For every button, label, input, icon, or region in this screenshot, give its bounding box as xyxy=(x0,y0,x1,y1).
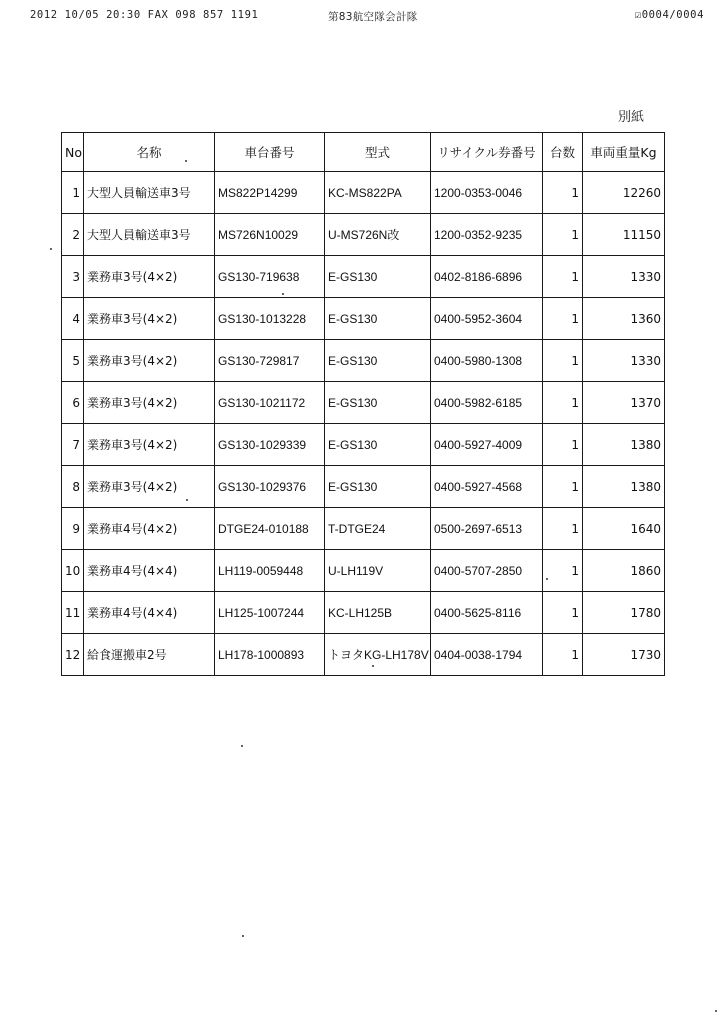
header-weight: 車両重量Kg xyxy=(583,133,665,172)
vehicle-name: 大型人員輸送車3号 xyxy=(84,214,215,256)
fax-transmission-info: 2012 10/05 20:30 FAX 098 857 1191 xyxy=(30,9,259,21)
vehicle-name: 業務車3号(4×2) xyxy=(84,424,215,466)
recycle-ticket-number: 0400-5625-8116 xyxy=(431,592,543,634)
vehicle-count: 1 xyxy=(543,508,583,550)
table-row xyxy=(62,172,665,214)
model-code: T-DTGE24 xyxy=(325,508,431,550)
vehicle-count: 1 xyxy=(543,592,583,634)
vehicle-count: 1 xyxy=(543,466,583,508)
scan-speck xyxy=(282,293,284,295)
scan-speck xyxy=(715,1010,717,1012)
vehicle-count: 1 xyxy=(543,256,583,298)
vehicle-name: 業務車3号(4×2) xyxy=(84,256,215,298)
chassis-number: MS726N10029 xyxy=(215,214,325,256)
row-number: 5 xyxy=(62,340,84,382)
table-row xyxy=(62,592,665,634)
chassis-number: GS130-1029339 xyxy=(215,424,325,466)
row-number: 2 xyxy=(62,214,84,256)
scan-speck xyxy=(546,578,548,580)
header-chassis-number: 車台番号 xyxy=(215,133,325,172)
table-row xyxy=(62,634,665,676)
table-row xyxy=(62,298,665,340)
row-number: 12 xyxy=(62,634,84,676)
vehicle-weight: 1330 xyxy=(583,256,665,298)
scan-speck xyxy=(241,745,243,747)
table-header-row xyxy=(62,133,665,172)
header-name: 名称 xyxy=(84,133,215,172)
recycle-ticket-number: 0402-8186-6896 xyxy=(431,256,543,298)
attachment-label: 別紙 xyxy=(618,110,645,125)
vehicle-name: 業務車3号(4×2) xyxy=(84,298,215,340)
vehicle-count: 1 xyxy=(543,340,583,382)
vehicle-weight: 1330 xyxy=(583,340,665,382)
table-body xyxy=(62,172,665,676)
vehicle-count: 1 xyxy=(543,634,583,676)
header-count: 台数 xyxy=(543,133,583,172)
vehicle-weight: 11150 xyxy=(583,214,665,256)
scan-speck xyxy=(50,248,52,250)
vehicle-weight: 1360 xyxy=(583,298,665,340)
row-number: 4 xyxy=(62,298,84,340)
fax-header xyxy=(0,9,724,25)
chassis-number: GS130-1013228 xyxy=(215,298,325,340)
recycle-ticket-number: 1200-0352-9235 xyxy=(431,214,543,256)
row-number: 10 xyxy=(62,550,84,592)
scan-speck xyxy=(186,499,188,501)
model-code: E-GS130 xyxy=(325,466,431,508)
model-code: U-MS726N改 xyxy=(325,214,431,256)
chassis-number: GS130-1021172 xyxy=(215,382,325,424)
vehicle-count: 1 xyxy=(543,550,583,592)
recycle-ticket-number: 0404-0038-1794 xyxy=(431,634,543,676)
recycle-ticket-number: 0400-5982-6185 xyxy=(431,382,543,424)
recycle-ticket-number: 0400-5927-4009 xyxy=(431,424,543,466)
vehicle-table xyxy=(61,132,665,676)
vehicle-weight: 1380 xyxy=(583,424,665,466)
recycle-ticket-number: 0500-2697-6513 xyxy=(431,508,543,550)
vehicle-weight: 1780 xyxy=(583,592,665,634)
vehicle-name: 業務車4号(4×4) xyxy=(84,592,215,634)
chassis-number: GS130-729817 xyxy=(215,340,325,382)
chassis-number: LH125-1007244 xyxy=(215,592,325,634)
vehicle-weight: 1860 xyxy=(583,550,665,592)
row-number: 9 xyxy=(62,508,84,550)
row-number: 1 xyxy=(62,172,84,214)
scan-speck xyxy=(242,935,244,937)
vehicle-count: 1 xyxy=(543,172,583,214)
row-number: 11 xyxy=(62,592,84,634)
model-code: KC-LH125B xyxy=(325,592,431,634)
fax-page-count: ☑0004/0004 xyxy=(634,9,704,21)
table-row xyxy=(62,340,665,382)
table-row xyxy=(62,550,665,592)
model-code: トヨタKG-LH178V xyxy=(325,634,431,676)
recycle-ticket-number: 0400-5707-2850 xyxy=(431,550,543,592)
table-row xyxy=(62,256,665,298)
row-number: 3 xyxy=(62,256,84,298)
vehicle-name: 大型人員輸送車3号 xyxy=(84,172,215,214)
chassis-number: LH119-0059448 xyxy=(215,550,325,592)
vehicle-weight: 12260 xyxy=(583,172,665,214)
table-row xyxy=(62,508,665,550)
model-code: E-GS130 xyxy=(325,382,431,424)
vehicle-name: 給食運搬車2号 xyxy=(84,634,215,676)
table-row xyxy=(62,466,665,508)
vehicle-count: 1 xyxy=(543,424,583,466)
vehicle-weight: 1370 xyxy=(583,382,665,424)
vehicle-weight: 1640 xyxy=(583,508,665,550)
scan-speck xyxy=(185,160,187,162)
vehicle-count: 1 xyxy=(543,214,583,256)
header-model: 型式 xyxy=(325,133,431,172)
table-row xyxy=(62,424,665,466)
fax-sender-name: 第83航空隊会計隊 xyxy=(328,11,418,23)
vehicle-name: 業務車3号(4×2) xyxy=(84,382,215,424)
chassis-number: GS130-1029376 xyxy=(215,466,325,508)
chassis-number: MS822P14299 xyxy=(215,172,325,214)
table-row xyxy=(62,214,665,256)
vehicle-name: 業務車3号(4×2) xyxy=(84,340,215,382)
chassis-number: GS130-719638 xyxy=(215,256,325,298)
vehicle-weight: 1380 xyxy=(583,466,665,508)
vehicle-weight: 1730 xyxy=(583,634,665,676)
model-code: E-GS130 xyxy=(325,298,431,340)
model-code: U-LH119V xyxy=(325,550,431,592)
vehicle-name: 業務車4号(4×4) xyxy=(84,550,215,592)
recycle-ticket-number: 0400-5927-4568 xyxy=(431,466,543,508)
row-number: 7 xyxy=(62,424,84,466)
chassis-number: DTGE24-010188 xyxy=(215,508,325,550)
chassis-number: LH178-1000893 xyxy=(215,634,325,676)
recycle-ticket-number: 0400-5952-3604 xyxy=(431,298,543,340)
recycle-ticket-number: 1200-0353-0046 xyxy=(431,172,543,214)
vehicle-count: 1 xyxy=(543,298,583,340)
table-row xyxy=(62,382,665,424)
scan-speck xyxy=(372,665,374,667)
row-number: 6 xyxy=(62,382,84,424)
model-code: E-GS130 xyxy=(325,340,431,382)
row-number: 8 xyxy=(62,466,84,508)
vehicle-name: 業務車3号(4×2) xyxy=(84,466,215,508)
recycle-ticket-number: 0400-5980-1308 xyxy=(431,340,543,382)
vehicle-name: 業務車4号(4×2) xyxy=(84,508,215,550)
model-code: E-GS130 xyxy=(325,424,431,466)
model-code: E-GS130 xyxy=(325,256,431,298)
header-no: No xyxy=(62,133,84,172)
vehicle-count: 1 xyxy=(543,382,583,424)
header-recycle-ticket: リサイクル券番号 xyxy=(431,133,543,172)
model-code: KC-MS822PA xyxy=(325,172,431,214)
